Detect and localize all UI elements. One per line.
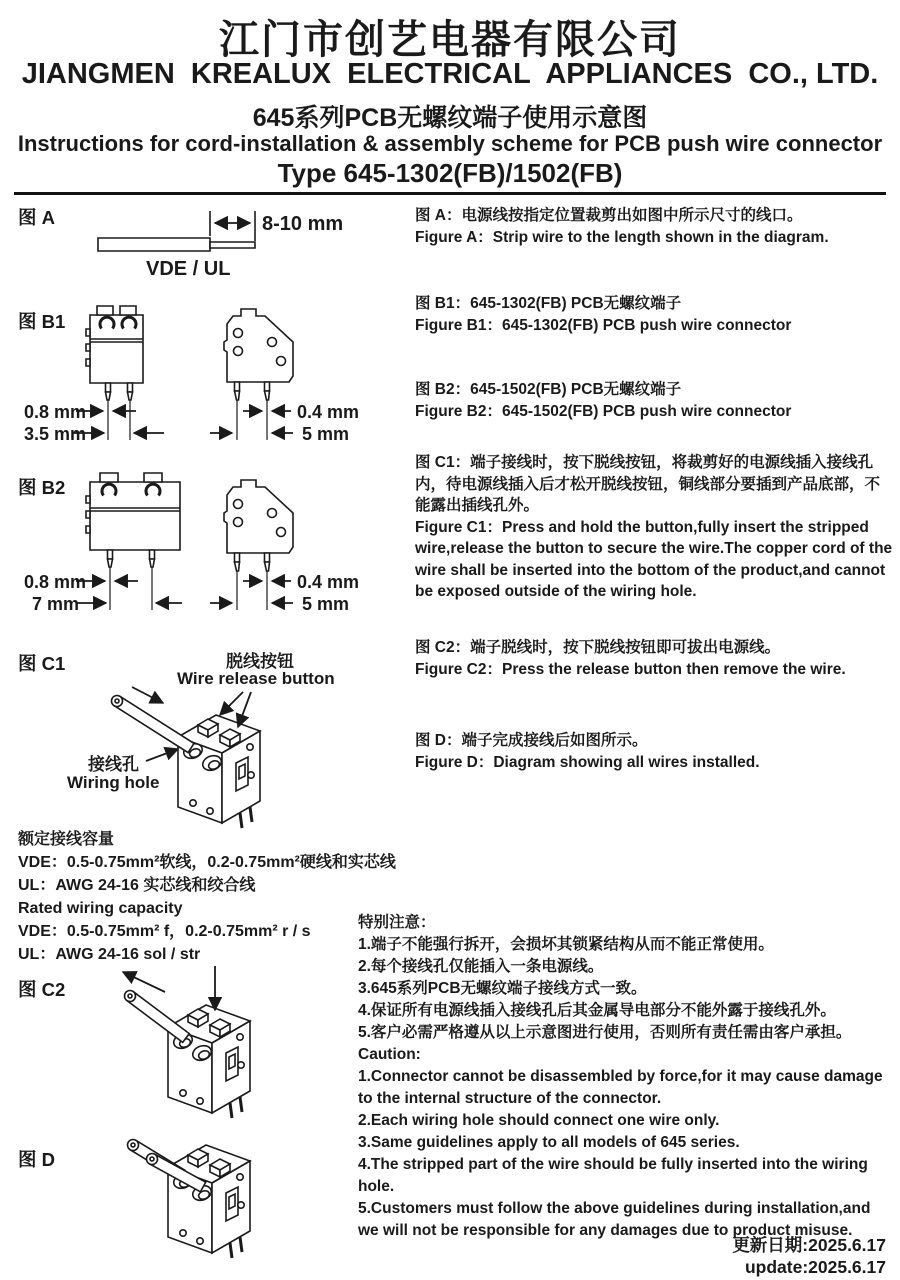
note-cn-3: 3.645系列PCB无螺纹端子接线方式一致。 <box>358 980 647 997</box>
c1-insert-direction-arrow <box>132 687 163 703</box>
c1-wiring-hole-pointer <box>146 749 178 761</box>
b1-pin-width-dimension: 0.8 mm <box>24 402 87 422</box>
figure-b1-description <box>415 293 895 336</box>
capacity-vde-en: VDE：0.5-0.75mm² f，0.2-0.75mm² r / s <box>18 923 311 940</box>
update-date-block <box>732 1234 886 1278</box>
figure-d-description-en: Figure D：Diagram showing all wires installed. <box>415 753 760 771</box>
capacity-title-en: Rated wiring capacity <box>18 900 183 917</box>
company-name-en: JIANGMEN KREALUX ELECTRICAL APPLIANCES CO., LTD. <box>21 58 879 90</box>
figure-b1-description-en: Figure B1：645-1302(FB) PCB push wire connector <box>415 316 792 334</box>
wire-stripped-conductor <box>210 242 255 248</box>
figure-b2-description-en: Figure B2：645-1502(FB) PCB push wire connector <box>415 402 792 420</box>
c1-release-button-label-en: Wire release button <box>177 669 335 688</box>
caution-title-en: Caution: <box>358 1046 421 1063</box>
caution-en-3: 3.Same guidelines apply to all models of 645 series. <box>358 1134 740 1151</box>
figure-d-description <box>415 730 895 773</box>
wire-standard-label: VDE / UL <box>146 258 231 280</box>
b2-side-pitch-dimension: 5 mm <box>302 594 350 614</box>
c2-remove-direction-arrow <box>123 972 165 992</box>
wire-insulation <box>98 238 210 251</box>
c1-wire <box>114 696 194 752</box>
rated-capacity-block <box>18 828 408 966</box>
capacity-title-cn: 额定接线容量 <box>18 831 115 848</box>
figure-c1-description <box>415 452 895 603</box>
c2-connector-body <box>168 1005 250 1118</box>
caution-en-2: 2.Each wiring hole should connect one wire only. <box>358 1112 720 1129</box>
company-name-cn: 江门市创艺电器有限公司 <box>219 18 681 62</box>
figure-a-description-cn: 图 A：电源线按指定位置裁剪出如图中所示尺寸的线口。 <box>415 207 803 224</box>
figure-d-label: 图 D <box>18 1149 56 1170</box>
update-date-en: update:2025.6.17 <box>744 1257 886 1277</box>
special-notes-block <box>358 912 895 1242</box>
b1-side-body <box>224 309 293 382</box>
note-cn-4: 4.保证所有电源线插入接线孔后其金属导电部分不能外露于接线孔外。 <box>358 1002 836 1019</box>
b1-pin-1 <box>106 383 111 392</box>
figure-b1-label: 图 B1 <box>18 311 66 332</box>
figure-b2-label: 图 B2 <box>18 477 66 498</box>
figure-b1-connector-drawing <box>60 300 410 445</box>
c1-wiring-hole-label-en: Wiring hole <box>67 773 160 792</box>
note-cn-1: 1.端子不能强行拆开，会损坏其锁紧结构从而不能正常使用。 <box>358 936 774 953</box>
figure-b2-description-cn: 图 B2：645-1502(FB) PCB无螺纹端子 <box>415 381 682 398</box>
figure-c2-description <box>415 637 895 680</box>
figure-c1-description-cn: 图 C1：端子接线时，按下脱线按钮，将裁剪好的电源线插入接线孔内，待电源线插入后才松开脱线按钮，铜线部分要插到产品底部，不能露出插线孔外。 <box>415 454 881 514</box>
caution-en-4: 4.The stripped part of the wire should be fully inserted into the wiring hole. <box>358 1156 868 1195</box>
figure-a-description-en: Figure A：Strip wire to the length shown in the diagram. <box>415 228 829 246</box>
caution-en-1: 1.Connector cannot be disassembled by force,for it may cause damage to the internal structure of the connector. <box>358 1068 883 1107</box>
c2-wire <box>127 992 190 1043</box>
update-date-cn: 更新日期:2025.6.17 <box>732 1235 886 1255</box>
figure-d-description-cn: 图 D：端子完成接线后如图所示。 <box>415 732 648 749</box>
b1-pin-2 <box>128 383 133 392</box>
figure-a-label: 图 A <box>18 207 56 228</box>
b1-side-pin-width-dimension: 0.4 mm <box>297 402 360 422</box>
figure-c1-label: 图 C1 <box>18 653 66 674</box>
c1-release-button-pointer-2 <box>238 692 251 727</box>
b2-pin-1 <box>108 550 113 559</box>
note-cn-5: 5.客户必需严格遵从以上示意图进行使用，否则所有责任需由客户承担。 <box>358 1024 852 1041</box>
c1-connector-body <box>178 715 260 828</box>
capacity-vde-cn: VDE：0.5-0.75mm²软线，0.2-0.75mm²硬线和实芯线 <box>18 854 396 871</box>
figure-b1-description-cn: 图 B1：645-1302(FB) PCB无螺纹端子 <box>415 295 682 312</box>
c1-release-button-pointer-1 <box>220 692 243 715</box>
figure-c2-description-en: Figure C2：Press the release button then remove the wire. <box>415 660 846 678</box>
b2-side-pin-width-dimension: 0.4 mm <box>297 572 360 592</box>
type-line: Type 645-1302(FB)/1502(FB) <box>277 158 623 188</box>
notes-title-cn: 特别注意： <box>358 914 436 931</box>
note-cn-2: 2.每个接线孔仅能插入一条电源线。 <box>358 958 604 975</box>
b2-pin-2 <box>150 550 155 559</box>
figure-c1-description-en: Figure C1：Press and hold the button,fully insert the stripped wire,release the button to secure the wire.The copper cord of the wire shall be inserted into the bottom of the product,and cannot be exposed outside of the wiring hole. <box>415 518 893 600</box>
c1-release-button-label-cn: 脱线按钮 <box>226 652 294 671</box>
c1-wiring-hole-label-cn: 接线孔 <box>88 755 139 774</box>
figure-a-description <box>415 205 895 248</box>
b2-side-body <box>224 480 293 553</box>
b2-pin-width-dimension: 0.8 mm <box>24 572 87 592</box>
figure-a-wire-drawing <box>60 205 410 280</box>
b2-pitch-dimension: 7 mm <box>32 594 80 614</box>
capacity-ul-cn: UL：AWG 24-16 实芯线和绞合线 <box>18 877 256 894</box>
figure-c2-label: 图 C2 <box>18 979 66 1000</box>
caution-en-5: 5.Customers must follow the above guidelines during installation,and we will not be responsible for any damages due to product misuse. <box>358 1200 871 1239</box>
b1-pitch-dimension: 3.5 mm <box>24 424 87 444</box>
d-connector-body <box>168 1145 250 1258</box>
b1-side-pitch-dimension: 5 mm <box>302 424 350 444</box>
figure-c2-description-cn: 图 C2：端子脱线时，按下脱线按钮即可拔出电源线。 <box>415 639 781 656</box>
series-subtitle-en: Instructions for cord-installation & assembly scheme for PCB push wire connector <box>17 131 883 156</box>
header-divider <box>14 192 886 195</box>
capacity-ul-en: UL：AWG 24-16 sol / str <box>18 946 201 963</box>
series-subtitle-cn: 645系列PCB无螺纹端子使用示意图 <box>252 104 648 132</box>
strip-length-dimension: 8-10 mm <box>262 213 344 235</box>
figure-b2-description <box>415 379 895 422</box>
